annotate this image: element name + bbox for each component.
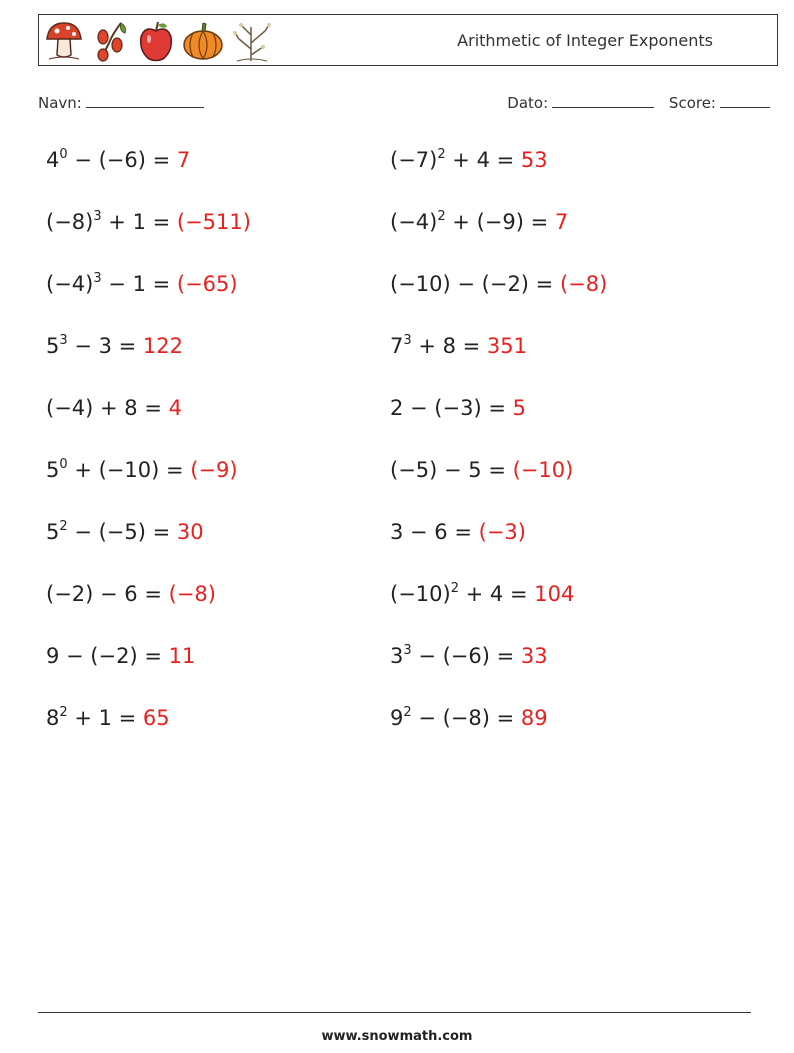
problem-20 [390, 706, 548, 730]
problem-expression: 5 [46, 334, 60, 358]
problem-expression: (−10) − (−2) = [390, 272, 560, 296]
problem-expression: (−4) [46, 272, 94, 296]
exponent: 2 [450, 581, 459, 596]
answer: 122 [142, 334, 184, 358]
problem-11 [46, 458, 238, 482]
answer: 11 [168, 644, 196, 668]
problem-expression-rest: − 3 = [67, 334, 143, 358]
date-score-fields [507, 93, 770, 112]
problem-expression: 7 [390, 334, 404, 358]
problem-expression: 3 − 6 = [390, 520, 479, 544]
exponent: 2 [59, 705, 68, 720]
exponent: 3 [59, 333, 68, 348]
score-label: Score: [668, 94, 716, 112]
answer: (−10) [512, 458, 574, 482]
footer-url: www.snowmath.com [321, 1029, 473, 1044]
problem-expression: 9 [390, 706, 404, 730]
mushroom-icon [43, 19, 85, 63]
problem-expression-rest: + 1 = [101, 210, 177, 234]
answer: (−65) [176, 272, 238, 296]
answer: 89 [520, 706, 548, 730]
problem-expression-rest: − (−6) = [411, 644, 521, 668]
problem-expression: 2 − (−3) = [390, 396, 513, 420]
problem-16 [390, 582, 574, 606]
exponent: 2 [437, 147, 446, 162]
answer: 5 [512, 396, 526, 420]
exponent: 2 [403, 705, 412, 720]
problem-expression-rest: − (−6) = [67, 148, 177, 172]
answer: 30 [176, 520, 204, 544]
answer: 53 [520, 148, 548, 172]
worksheet-title: Arithmetic of Integer Exponents [457, 31, 713, 50]
name-label: Navn: [38, 94, 82, 112]
problem-6 [390, 272, 607, 296]
pumpkin-icon [181, 19, 225, 63]
worksheet-header [38, 14, 778, 66]
problem-10 [390, 396, 526, 420]
problem-12 [390, 458, 573, 482]
rosehip-icon [91, 19, 131, 63]
answer: 351 [486, 334, 528, 358]
exponent: 3 [403, 333, 412, 348]
problem-expression: (−4) [390, 210, 438, 234]
answer: (−8) [559, 272, 608, 296]
problem-17 [46, 644, 195, 668]
name-field [38, 93, 204, 112]
name-blank [86, 93, 204, 108]
problem-expression: 4 [46, 148, 60, 172]
answer: 33 [520, 644, 548, 668]
problem-expression: (−4) + 8 = [46, 396, 169, 420]
date-blank [552, 93, 654, 108]
exponent: 2 [437, 209, 446, 224]
problem-expression: 5 [46, 458, 60, 482]
problem-expression: (−10) [390, 582, 451, 606]
problem-13 [46, 520, 204, 544]
problem-19 [46, 706, 170, 730]
problem-2 [390, 148, 548, 172]
problem-expression-rest: + (−9) = [445, 210, 555, 234]
footer-rule [38, 1012, 751, 1013]
answer: 65 [142, 706, 170, 730]
problem-expression: 3 [390, 644, 404, 668]
problem-expression: 8 [46, 706, 60, 730]
problem-5 [46, 272, 238, 296]
problem-expression: 5 [46, 520, 60, 544]
problem-expression: (−7) [390, 148, 438, 172]
problem-expression: (−5) − 5 = [390, 458, 513, 482]
answer: 7 [554, 210, 569, 234]
date-label: Dato: [507, 94, 549, 112]
answer: (−511) [176, 210, 251, 234]
problem-expression-rest: + 4 = [458, 582, 535, 606]
problem-expression-rest: − 1 = [101, 272, 177, 296]
problem-9 [46, 396, 182, 420]
problem-1 [46, 148, 190, 172]
branch-icon [231, 19, 273, 63]
answer: 7 [176, 148, 191, 172]
problem-expression-rest: − (−5) = [67, 520, 177, 544]
exponent: 3 [403, 643, 412, 658]
exponent: 3 [93, 271, 102, 286]
exponent: 2 [59, 519, 68, 534]
exponent: 0 [59, 457, 68, 472]
problem-expression: (−8) [46, 210, 94, 234]
answer: (−3) [478, 520, 526, 544]
problem-8 [390, 334, 527, 358]
problem-7 [46, 334, 183, 358]
header-icons [43, 19, 273, 63]
problem-expression-rest: + (−10) = [67, 458, 191, 482]
answer: 4 [168, 396, 182, 420]
problem-expression: (−2) − 6 = [46, 582, 169, 606]
problem-expression-rest: + 8 = [411, 334, 487, 358]
problem-18 [390, 644, 548, 668]
exponent: 3 [93, 209, 102, 224]
problem-14 [390, 520, 526, 544]
problem-3 [46, 210, 251, 234]
exponent: 0 [59, 147, 68, 162]
answer: (−9) [190, 458, 238, 482]
apple-icon [137, 19, 175, 63]
problem-4 [390, 210, 568, 234]
problem-expression-rest: − (−8) = [411, 706, 521, 730]
problem-15 [46, 582, 216, 606]
answer: (−8) [168, 582, 216, 606]
score-blank [720, 93, 770, 108]
problem-expression: 9 − (−2) = [46, 644, 169, 668]
problem-expression-rest: + 1 = [67, 706, 143, 730]
problem-expression-rest: + 4 = [445, 148, 521, 172]
answer: 104 [534, 582, 575, 606]
